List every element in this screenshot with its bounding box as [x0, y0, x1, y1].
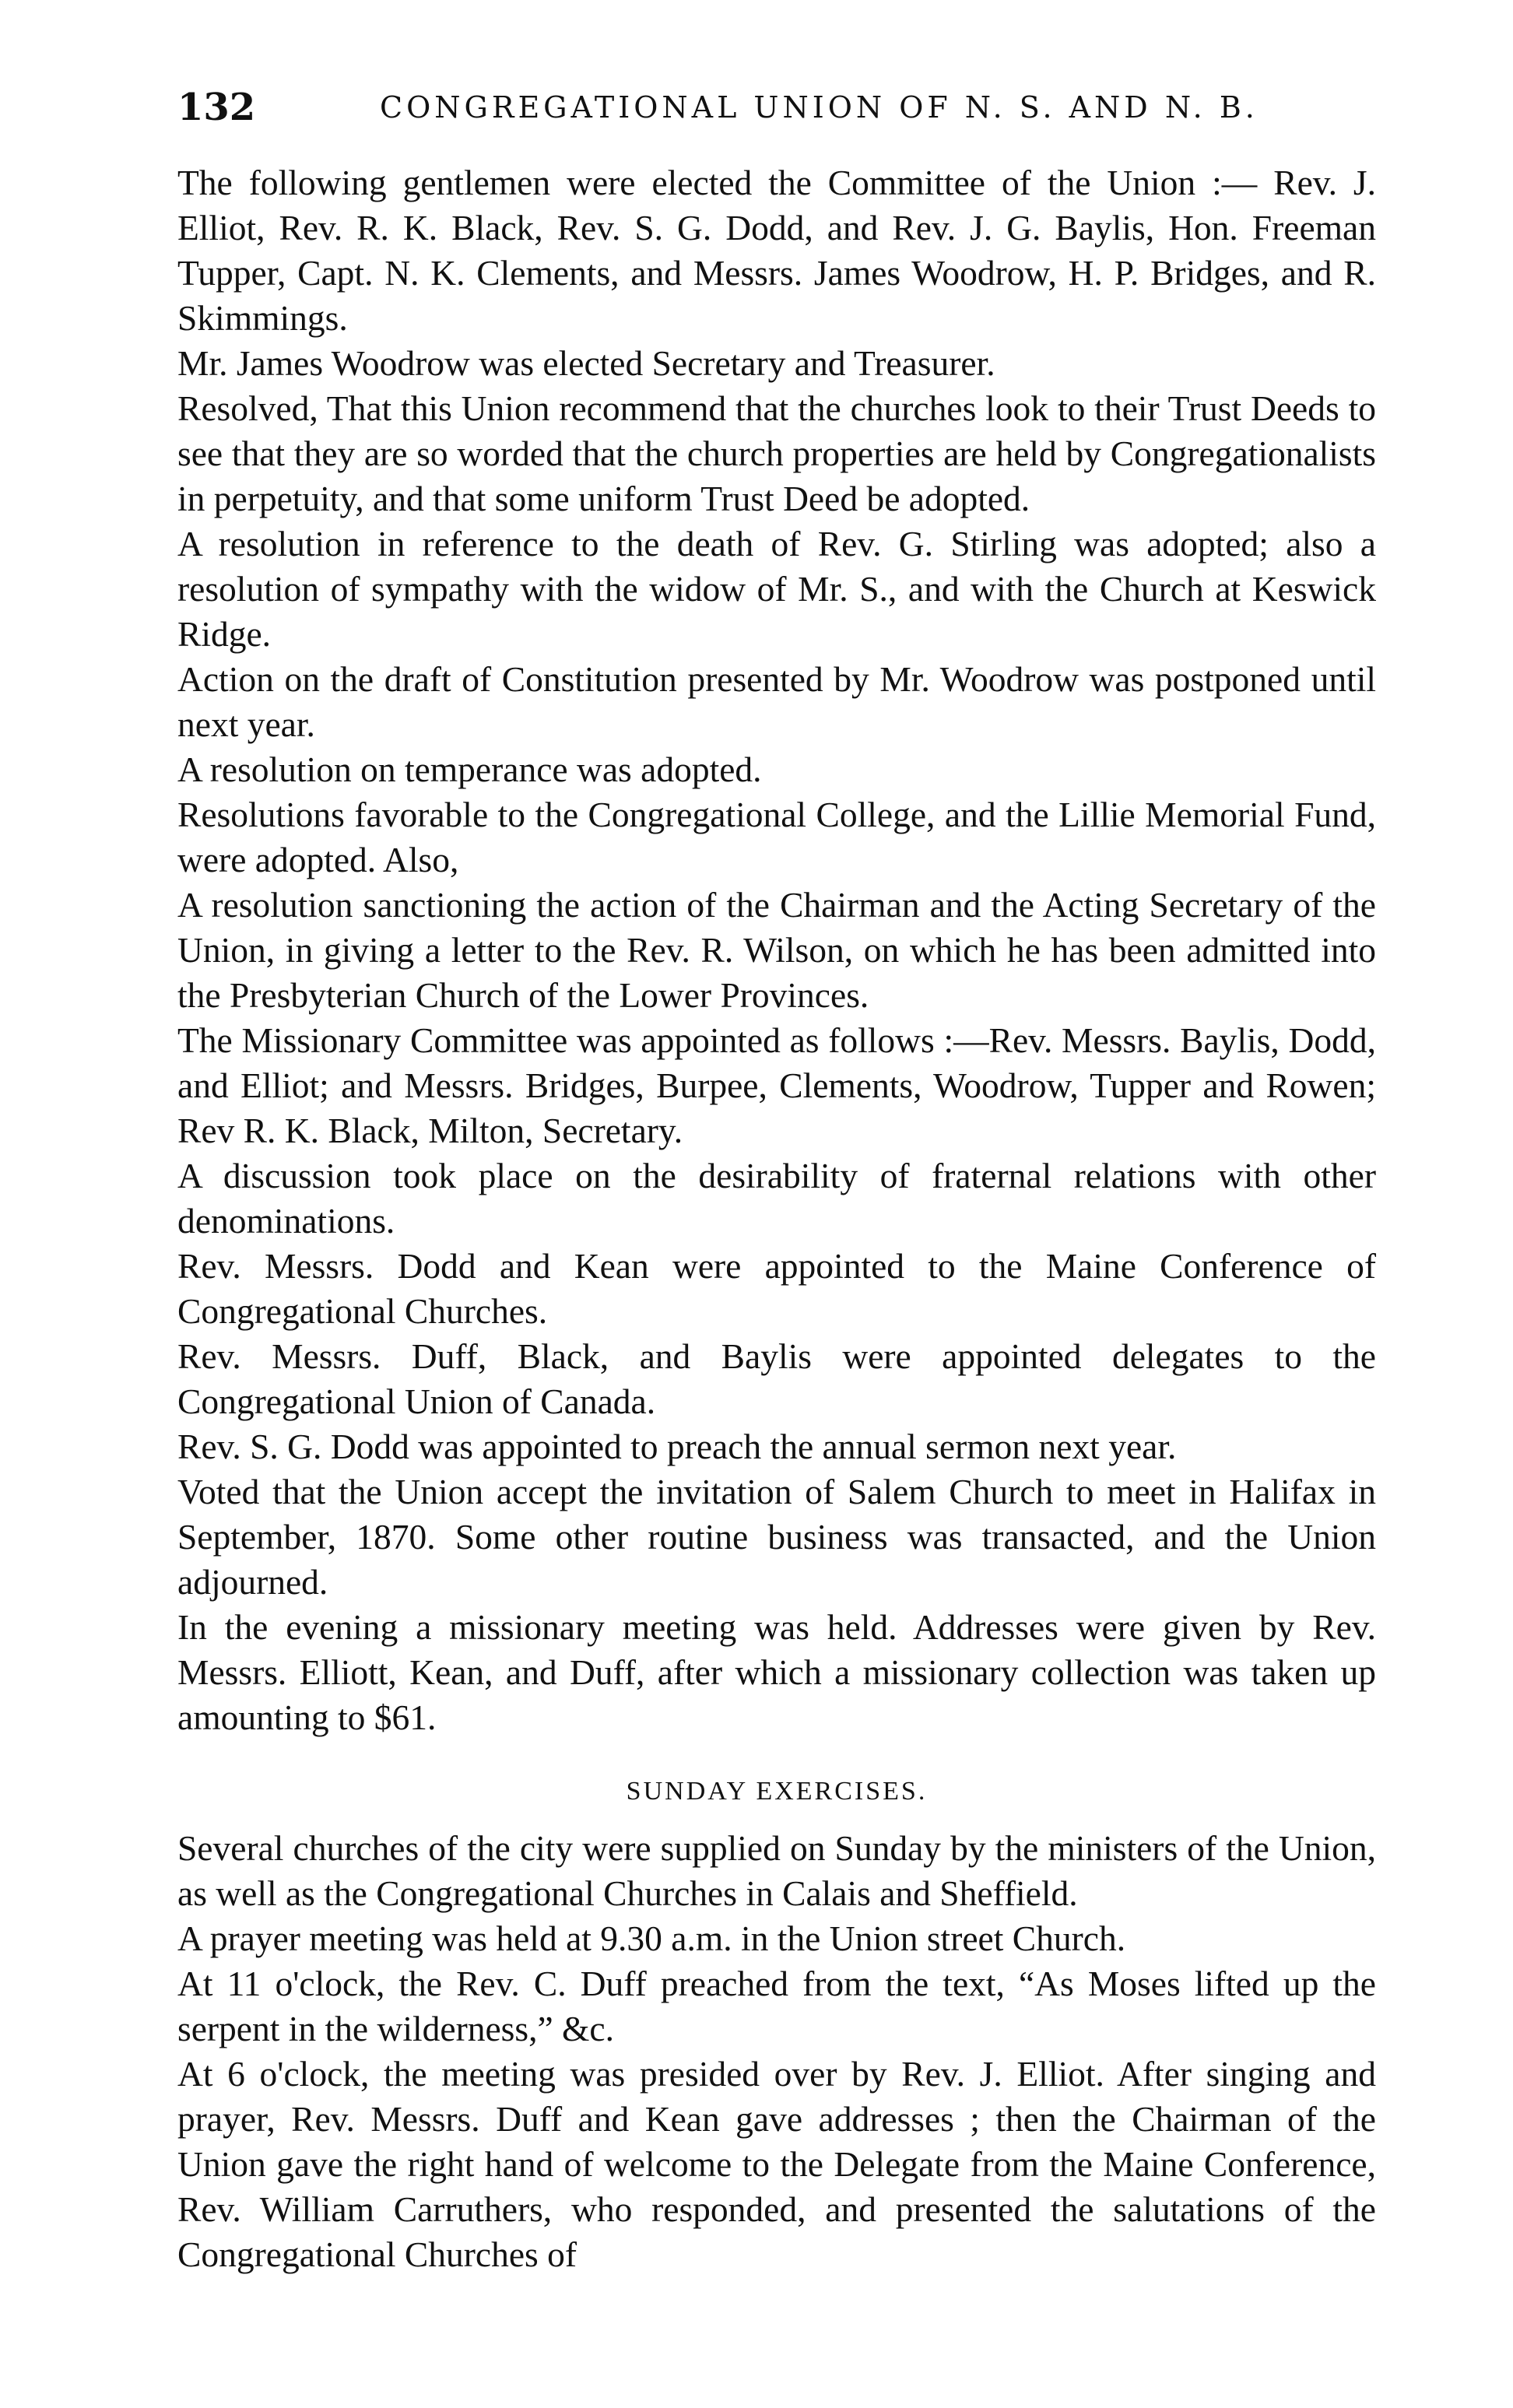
paragraph-maine-conference: Rev. Messrs. Dodd and Kean were appointed to the Maine Conference of Congregational Churches.: [177, 1246, 1376, 1331]
page-number: 132: [177, 86, 256, 129]
paragraph-canada-delegates: Rev. Messrs. Duff, Black, and Baylis were appointed delegates to the Congregational Union of Canada.: [177, 1336, 1376, 1421]
paragraph-missionary-committee: The Missionary Committee was appointed as follows :—Rev. Messrs. Baylis, Dodd, and Elliot; and Messrs. Bridges, Burpee, Clements, Woodrow, Tupper and Rowen; Rev R. K. Black, Milton, Secretary.: [177, 1020, 1376, 1150]
running-title: CONGREGATIONAL UNION OF N. S. AND N. B.: [380, 90, 1258, 125]
paragraph-temperance: A resolution on temperance was adopted.: [177, 749, 762, 789]
running-head: [177, 84, 1376, 131]
paragraph-fraternal-relations: A discussion took place on the desirability of fraternal relations with other denominations.: [177, 1156, 1376, 1241]
paragraph-duff-sermon: At 11 o'clock, the Rev. C. Duff preached from the text, “As Moses lifted up the serpent in the wilderness,” &c.: [177, 1964, 1376, 2048]
paragraph-halifax-invitation: Voted that the Union accept the invitation of Salem Church to meet in Halifax in September, 1870. Some other routine business was transacted, and the Union adjourned.: [177, 1472, 1376, 1602]
paragraph-prayer-meeting: A prayer meeting was held at 9.30 a.m. in the Union street Church.: [177, 1918, 1126, 1958]
paragraph-annual-sermon: Rev. S. G. Dodd was appointed to preach the annual sermon next year.: [177, 1427, 1177, 1466]
paragraph-college: Resolutions favorable to the Congregational College, and the Lillie Memorial Fund, were adopted. Also,: [177, 795, 1376, 879]
paragraph-trust-deeds: Resolved, That this Union recommend that the churches look to their Trust Deeds to see that they are so worded that the church properties are held by Congregationalists in perpetuity, and that some uniform Trust Deed be adopted.: [177, 388, 1376, 518]
paragraph-constitution: Action on the draft of Constitution presented by Mr. Woodrow was postponed until next year.: [177, 659, 1376, 744]
paragraph-churches-supplied: Several churches of the city were supplied on Sunday by the ministers of the Union, as well as the Congregational Churches in Calais and Sheffield.: [177, 1828, 1376, 1913]
paragraph-committee: The following gentlemen were elected the Committee of the Union :— Rev. J. Elliot, Rev. R. K. Black, Rev. S. G. Dodd, and Rev. J. G. Baylis, Hon. Freeman Tupper, Capt. N. K. Clements, and Messrs. James Woodrow, H. P. Bridges, and R. Skimmings.: [177, 163, 1376, 338]
paragraph-stirling-resolution: A resolution in reference to the death of Rev. G. Stirling was adopted; also a resolution of sympathy with the widow of Mr. S., and with the Church at Keswick Ridge.: [177, 524, 1376, 654]
body-text: [177, 160, 1376, 2277]
paragraph-wilson-letter: A resolution sanctioning the action of the Chairman and the Acting Secretary of the Union, in giving a letter to the Rev. R. Wilson, on which he has been admitted into the Presbyterian Church of the Lower Provinces.: [177, 885, 1376, 1015]
paragraph-secretary: Mr. James Woodrow was elected Secretary and Treasurer.: [177, 343, 995, 383]
section-heading: SUNDAY EXERCISES.: [626, 1777, 928, 1806]
paragraph-missionary-meeting: In the evening a missionary meeting was held. Addresses were given by Rev. Messrs. Elliott, Kean, and Duff, after which a missionary collection was taken up amounting to $61.: [177, 1607, 1376, 1737]
paragraph-evening-meeting: At 6 o'clock, the meeting was presided over by Rev. J. Elliot. After singing and prayer, Rev. Messrs. Duff and Kean gave addresses ; then the Chairman of the Union gave the right hand of welcome to the Delegate from the Maine Conference, Rev. William Carruthers, who responded, and presented the salutations of the Congregational Churches of: [177, 2054, 1376, 2274]
